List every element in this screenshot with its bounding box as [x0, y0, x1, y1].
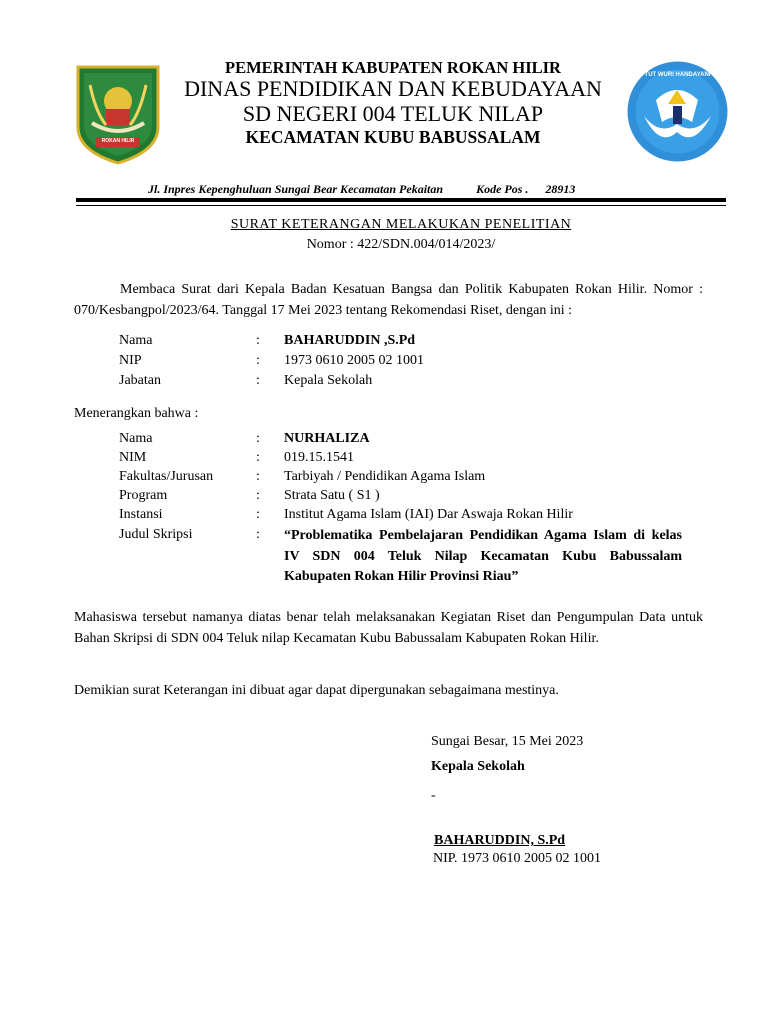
student-faculty-value: Tarbiyah / Pendidikan Agama Islam [284, 469, 486, 484]
intro-line-2: Nomor : 070/Kesbangpol/2023/64. Tanggal 17 Mei 2023 tentang Rekomendasi Riset, dengan ini : [74, 282, 703, 318]
header-divider-thick [76, 198, 726, 202]
colon: : [256, 527, 260, 542]
colon: : [256, 469, 260, 484]
student-name-value: NURHALIZA [284, 431, 370, 446]
student-name-label: Nama [119, 431, 153, 446]
signature-place-date: Sungai Besar, 15 Mei 2023 [431, 734, 584, 749]
signature-mark: - [431, 788, 436, 803]
student-faculty-label: Fakultas/Jurusan [119, 469, 214, 484]
left-logo-text: ROKAN HILIR [101, 138, 135, 144]
signer-position-label: Jabatan [119, 373, 161, 388]
letterhead-school: SD NEGERI 004 TELUK NILAP [242, 101, 544, 126]
colon: : [256, 333, 260, 348]
postal-code: 28913 [545, 182, 576, 196]
colon: : [256, 488, 260, 503]
intro-line-1: Membaca Surat dari Kepala Badan Kesatuan Bangsa dan Politik Kabupaten Rokan Hilir. [120, 282, 648, 297]
colon: : [256, 353, 260, 368]
student-nim-label: NIM [119, 450, 147, 465]
signature-name: BAHARUDDIN, S.Pd [434, 833, 566, 848]
student-program-label: Program [119, 488, 168, 503]
postal-label: Kode Pos . [476, 182, 529, 196]
signer-position-value: Kepala Sekolah [284, 373, 373, 388]
declares-text: Menerangkan bahwa : [74, 406, 199, 421]
student-institution-label: Instansi [119, 507, 163, 522]
body-paragraph: Mahasiswa tersebut namanya diatas benar telah melaksanakan Kegiatan Riset dan Pengumpulan Data untuk Bahan Skripsi di SDN 004 Teluk nilap Kecamatan Kubu Babussalam Kabupaten Rokan Hilir. [74, 610, 703, 646]
student-thesis-value: “Problematika Pembelajaran Pendidikan Agama Islam di kelas IV SDN 004 Teluk Nilap Kecamatan Kubu Babussalam Kabupaten Rokan Hilir Provinsi Riau” [284, 528, 682, 584]
student-institution-value: Institut Agama Islam (IAI) Dar Aswaja Rokan Hilir [284, 507, 573, 522]
letter-number: Nomor : 422/SDN.004/014/2023/ [306, 237, 496, 252]
address-text: Jl. Inpres Kepenghuluan Sungai Bear Kecamatan Pekaitan [148, 182, 444, 196]
letterhead-government: PEMERINTAH KABUPATEN ROKAN HILIR [225, 58, 561, 77]
letter-title: SURAT KETERANGAN MELAKUKAN PENELITIAN [230, 217, 572, 232]
closing-paragraph: Demikian surat Keterangan ini dibuat agar dapat dipergunakan sebagaimana mestinya. [74, 683, 559, 698]
student-program-value: Strata Satu ( S1 ) [284, 488, 380, 503]
colon: : [256, 431, 260, 446]
colon: : [256, 373, 260, 388]
letterhead-district: KECAMATAN KUBU BABUSSALAM [245, 127, 541, 147]
signature-position: Kepala Sekolah [431, 759, 525, 774]
letterhead-address [148, 182, 575, 197]
signer-nip-label: NIP [119, 353, 142, 368]
student-thesis-label: Judul Skripsi [119, 527, 193, 542]
right-logo-text: TUT WURI HANDAYANI [644, 72, 711, 78]
colon: : [256, 507, 260, 522]
letterhead-department: DINAS PENDIDIKAN DAN KEBUDAYAAN [184, 76, 602, 101]
intro-paragraph [74, 280, 703, 321]
colon: : [256, 450, 260, 465]
header-divider-thin [76, 205, 726, 206]
signer-nip-value: 1973 0610 2005 02 1001 [284, 353, 424, 368]
signer-name-value: BAHARUDDIN ,S.Pd [284, 333, 416, 348]
student-nim-value: 019.15.1541 [284, 450, 354, 465]
signer-name-label: Nama [119, 333, 153, 348]
signature-nip: NIP. 1973 0610 2005 02 1001 [433, 851, 602, 866]
tut-wuri-handayani-logo [626, 60, 729, 163]
rokan-hilir-emblem-logo [76, 65, 160, 165]
